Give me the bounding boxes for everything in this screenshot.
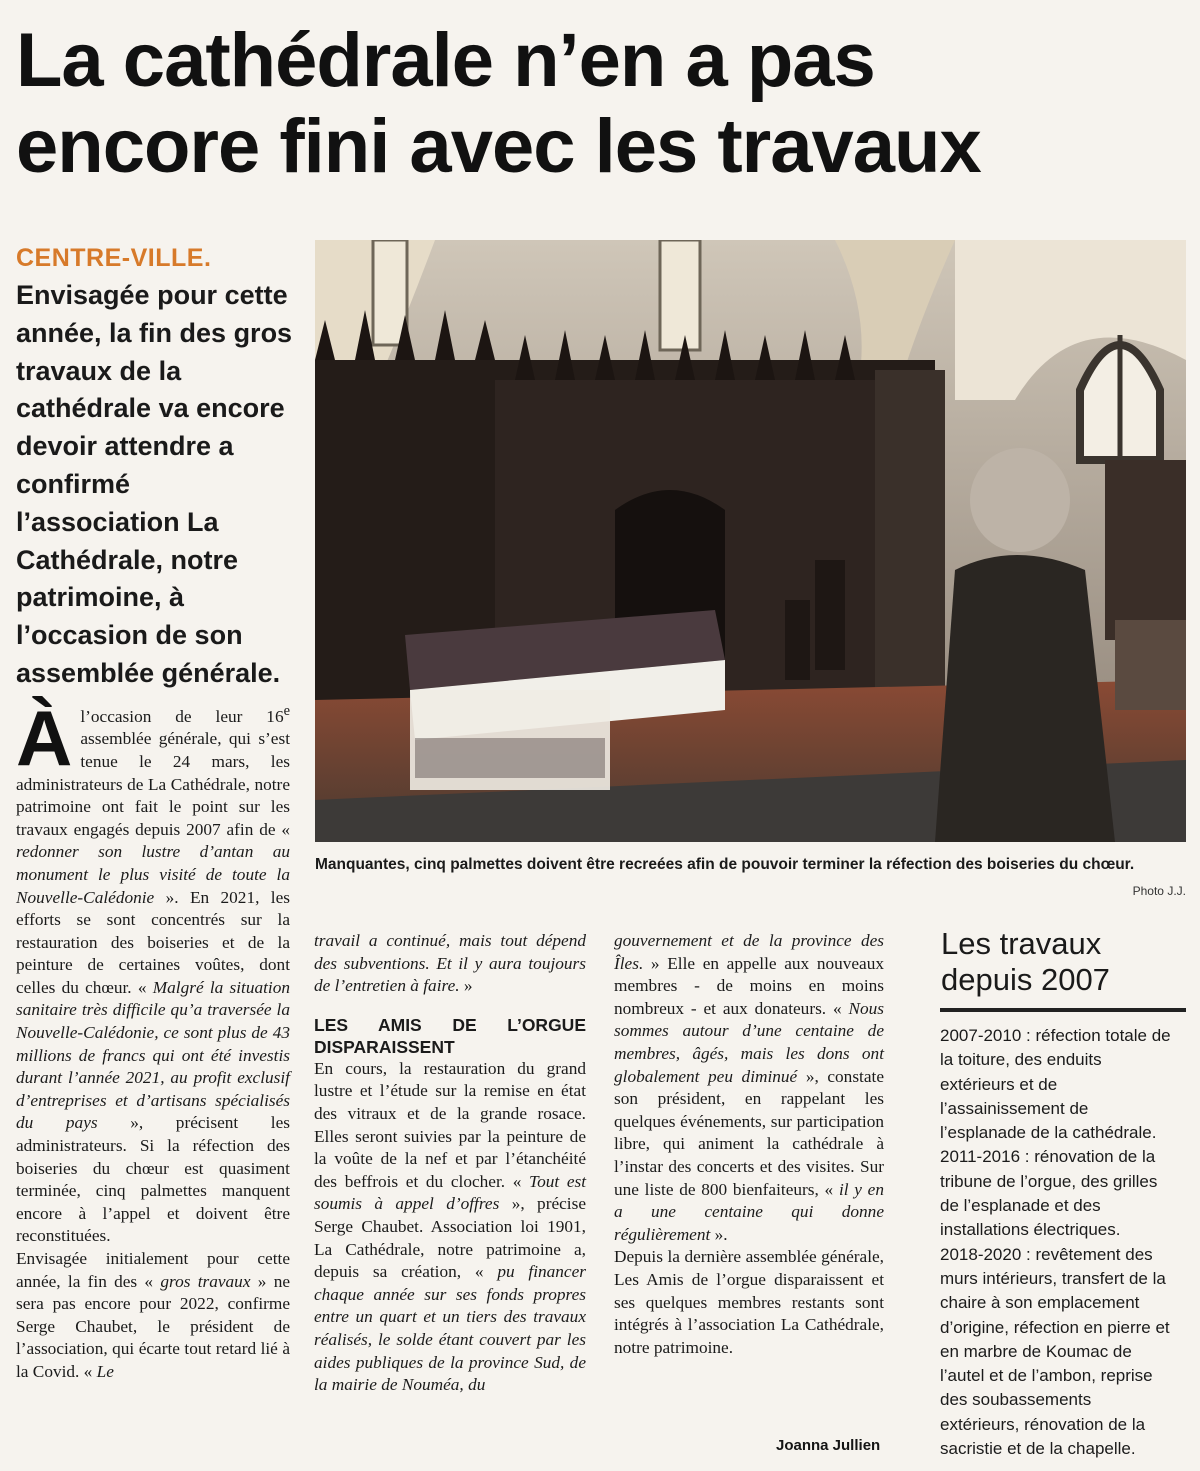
text-run: ». En 2021, les efforts se sont concentrés sur la restauration des boiseries et de la peinture de certaines voûtes, dont celles du chœur. «	[16, 887, 290, 997]
headline-line-2: encore fini avec les travaux	[16, 104, 981, 189]
sidebar-title-line: Les travaux	[941, 926, 1102, 961]
timeline-item	[940, 1024, 1172, 1145]
text-run: ».	[710, 1224, 728, 1244]
text-run: », précisent les administrateurs. Si la réfection des boiseries du chœur est quasiment terminée, cinq palmettes manquent encore à l’appel et doivent être reconstituées.	[16, 1113, 291, 1246]
rubric: CENTRE-VILLE.	[16, 244, 212, 272]
text-run: », constate son président, en rappelant les quelques événements, sur participation libre, qui animent la cathédrale à l’instar des concerts et des visites. Sur une liste de 800 bienfaiteurs, «	[614, 1066, 884, 1199]
quote: Tout est soumis à appel d’offres	[314, 1171, 587, 1214]
photo-illustration	[315, 240, 1186, 842]
timeline-text: : réfection totale de la toiture, des enduits extérieurs et de l’assainissement de l’esplanade de la cathédrale.	[940, 1026, 1171, 1143]
timeline-text: : revêtement des murs intérieurs, transfert de la chaire à son emplacement d’origine, réfection en pierre et en marbre de Koumac de l’autel et de l’ambon, reprise des soubassements extérieurs, rénovation de la sacristie et de la chapelle.	[940, 1244, 1170, 1459]
quote: pu financer chaque année sur ses fonds propres entre un quart et un tiers des travaux réalisés, le solde étant couvert par les aides publiques de la province Sud, de la mairie de Nouméa, du	[314, 1262, 586, 1395]
text-run: Envisagée initialement pour cette année, la fin des «	[16, 1249, 290, 1291]
text-run: e	[283, 703, 290, 719]
article-paragraph	[16, 694, 291, 1248]
photo-caption: Manquantes, cinq palmettes doivent être recreées afin de pouvoir terminer la réfection des boiseries du chœur.	[315, 856, 1135, 873]
headline-line-1: La cathédrale n’en a pas	[16, 18, 875, 103]
headline	[16, 18, 1186, 190]
subheading: LES AMIS DE L’ORGUE DISPARAISSENT	[314, 1014, 586, 1057]
timeline-item	[940, 1145, 1172, 1242]
article-column-1	[16, 694, 291, 1384]
article-paragraph	[314, 1058, 586, 1397]
text-run: Depuis la dernière assemblée générale, Les Amis de l’orgue disparaissent et ses quelques membres restants sont intégrés à l’association La Cathédrale, notre patrimoine.	[614, 1247, 884, 1357]
sidebar-divider	[940, 1008, 1186, 1012]
text-run: », précise Serge Chaubet. Association loi 1901, La Cathédrale, notre patrimoine a, depuis sa création, «	[314, 1194, 586, 1282]
timeline-item	[940, 1243, 1172, 1462]
text-run: » ne sera pas encore pour 2022, confirme Serge Chaubet, le président de l’association, qui écarte tout retard lié à la Covid. «	[16, 1271, 291, 1381]
sidebar-timeline	[940, 1024, 1172, 1461]
article-paragraph	[314, 930, 586, 998]
timeline-years: 2011-2016	[940, 1147, 1021, 1167]
text-run: assemblée générale, qui s’est tenue le 24 mars, les administrateurs de La Cathédrale, notre patrimoine ont fait le point sur les travaux engagés depuis 2007 afin de «	[16, 729, 290, 839]
article-paragraph	[614, 930, 884, 1246]
text-run: » Elle en appelle aux nouveaux membres - de moins en moins nombreux - et aux donateurs. «	[614, 953, 884, 1018]
timeline-text: : rénovation de la tribune de l’orgue, des grilles de l’esplanade et des installations électriques.	[940, 1147, 1158, 1240]
cathedral-choir-photo	[315, 240, 1186, 842]
quote: gros travaux	[160, 1271, 251, 1291]
quote: Le	[96, 1361, 114, 1381]
sidebar-title	[941, 926, 1181, 998]
quote: travail a continué, mais tout dépend des subventions. Et il y aura toujours de l’entretien à faire.	[314, 931, 586, 996]
text-run: »	[459, 976, 473, 996]
author-byline: Joanna Jullien	[776, 1437, 881, 1454]
article-column-2	[314, 930, 586, 1397]
article-column-3	[614, 930, 884, 1359]
timeline-years: 2018-2020	[940, 1244, 1022, 1264]
article-paragraph	[16, 1248, 290, 1384]
text-run: l’occasion de leur 16	[80, 706, 284, 726]
quote: gouvernement et de la province des Îles.	[614, 931, 884, 973]
drop-cap: À	[16, 694, 73, 782]
text-run: En cours, la restauration du grand lustre et l’étude sur la remise en état des vitraux et de la grande rosace. Elles seront suivies par la peinture de la voûte de la nef et par l’étanchéité des beffrois et du clocher. «	[314, 1058, 586, 1191]
quote: il y en a une centaine qui donne régulièrement	[614, 1179, 884, 1244]
quote: Malgré la situation sanitaire très difficile qu’a traversée la Nouvelle-Calédonie, ce sont plus de 43 millions de francs qui ont été investis durant l’année 2021, au profit exclusif d’entreprises et d’artisans spécialisés du pays	[16, 977, 290, 1133]
article-paragraph	[614, 1246, 884, 1359]
lead-paragraph: Envisagée pour cette année, la fin des gros travaux de la cathédrale va encore devoir attendre a confirmé l’association La Cathédrale, notre patrimoine, à l’occasion de son assemblée générale.	[16, 280, 293, 688]
quote: Nous sommes autour d’une centaine de membres, âgés, mais les dons ont globalement peu diminué	[614, 998, 884, 1086]
photo-credit: Photo J.J.	[1132, 884, 1186, 898]
timeline-years: 2007-2010	[940, 1026, 1022, 1045]
sidebar-title-line: depuis 2007	[941, 962, 1110, 997]
quote: redonner son lustre d’antan au monument le plus visité de toute la Nouvelle-Calédonie	[16, 842, 290, 907]
